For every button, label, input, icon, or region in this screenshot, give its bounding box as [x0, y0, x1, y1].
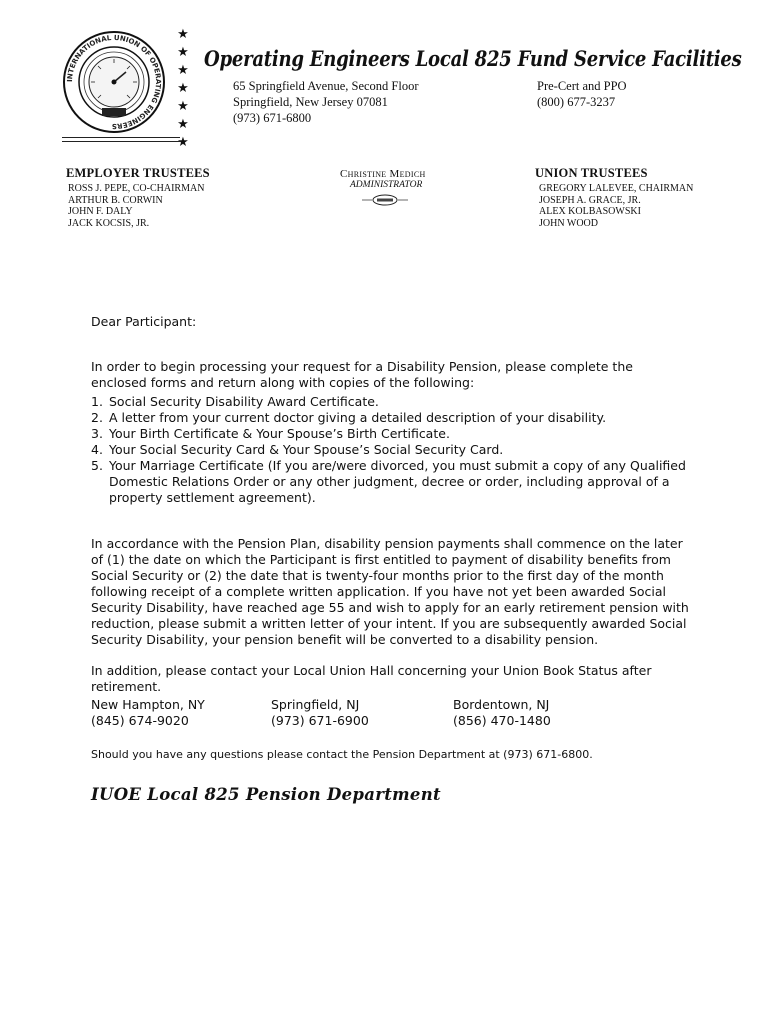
address-line: 65 Springfield Avenue, Second Floor	[233, 79, 419, 93]
administrator-name: Christine Medich	[340, 168, 426, 180]
employer-trustees-heading: EMPLOYER TRUSTEES	[66, 166, 210, 180]
trustee-name: ALEX KOLBASOWSKI	[539, 206, 641, 218]
location-item	[91, 697, 205, 729]
union-bug-logo	[362, 194, 408, 206]
trustee-name: ROSS J. PEPE, CO-CHAIRMAN	[68, 183, 205, 194]
questions-line: Should you have any questions please contact the Pension Department at (973) 671-6800.	[91, 748, 593, 761]
list-item	[91, 410, 691, 426]
list-number: 2.	[91, 410, 103, 425]
location-item	[453, 697, 551, 729]
signature: IUOE Local 825 Pension Department	[91, 785, 441, 804]
list-item	[91, 394, 691, 410]
trustee-name: JOHN WOOD	[539, 217, 598, 229]
address-line: Springfield, New Jersey 07081	[233, 95, 388, 109]
administrator-block	[340, 168, 426, 190]
location-phone: (845) 674-9020	[91, 713, 189, 728]
list-number: 5.	[91, 458, 103, 473]
location-city: Bordentown, NJ	[453, 697, 550, 712]
union-trustees	[535, 166, 693, 229]
star-icon: ★	[177, 63, 189, 78]
star-icon: ★	[177, 135, 189, 150]
precert-contact	[537, 78, 627, 110]
precert-label: Pre-Cert and PPO	[537, 79, 627, 93]
divider	[62, 141, 180, 142]
letterhead-address	[233, 78, 419, 126]
trustee-name: JACK KOCSIS, JR.	[68, 217, 150, 229]
list-text: Your Social Security Card & Your Spouse’s Social Security Card.	[109, 442, 504, 457]
trustee-name: JOSEPH A. GRACE, JR.	[539, 194, 641, 206]
trustee-name: GREGORY LALEVEE, CHAIRMAN	[539, 183, 694, 194]
list-item	[91, 458, 691, 506]
employer-trustees	[66, 166, 210, 229]
trustee-name: ARTHUR B. CORWIN	[68, 194, 163, 206]
list-text: Social Security Disability Award Certificate.	[109, 394, 379, 409]
union-paragraph: In addition, please contact your Local Union Hall concerning your Union Book Status after retirement.	[91, 662, 652, 694]
divider	[62, 137, 180, 138]
list-text: Your Birth Certificate & Your Spouse’s Birth Certificate.	[109, 426, 450, 441]
location-city: New Hampton, NY	[91, 697, 205, 712]
union-hall-locations	[91, 697, 691, 731]
location-phone: (856) 470-1480	[453, 713, 551, 728]
star-icon: ★	[177, 117, 189, 132]
pension-paragraph: In accordance with the Pension Plan, disability pension payments shall commence on the later of (1) the date on which the Participant is first entitled to payment of disability benefits from Social Security or (2) the date that is twenty-four months prior to the first day of the month following receipt of a complete written application. If you have not yet been awarded Social Security Disability, have reached age 55 and wish to apply for an early retirement pension with reduction, please submit a written letter of your intent. If you are subsequently awarded Social Security Disability, your pension benefit will be converted to a disability pension.	[91, 535, 689, 647]
list-number: 4.	[91, 442, 103, 457]
letter-greeting: Dear Participant:	[91, 314, 197, 329]
administrator-role: ADMINISTRATOR	[350, 180, 423, 190]
list-item	[91, 426, 691, 442]
star-column	[176, 26, 190, 152]
list-item	[91, 442, 691, 458]
letter-intro: In order to begin processing your request for a Disability Pension, please complete the enclosed forms and return along with copies of the following:	[91, 358, 633, 390]
list-number: 1.	[91, 394, 103, 409]
star-icon: ★	[177, 81, 189, 96]
location-phone: (973) 671-6900	[271, 713, 369, 728]
star-icon: ★	[177, 99, 189, 114]
seal-text: INTERNATIONAL UNION OF OPERATING ENGINEERS	[65, 33, 163, 131]
union-seal-logo	[62, 30, 166, 134]
address-phone: (973) 671-6800	[233, 111, 312, 125]
star-icon: ★	[177, 27, 189, 42]
list-number: 3.	[91, 426, 103, 441]
location-city: Springfield, NJ	[271, 697, 360, 712]
letterhead-title: Operating Engineers Local 825 Fund Service Facilities	[204, 46, 742, 71]
list-text: A letter from your current doctor giving a detailed description of your disability.	[109, 410, 607, 425]
star-icon: ★	[177, 45, 189, 60]
location-item	[271, 697, 369, 729]
list-text: Your Marriage Certificate (If you are/were divorced, you must submit a copy of any Qualified Domestic Relations Order or any other judgment, decree or order, including approval of a property settlement agreement).	[109, 458, 686, 505]
requirements-list	[91, 394, 691, 506]
union-trustees-heading: UNION TRUSTEES	[535, 166, 648, 180]
trustee-name: JOHN F. DALY	[68, 206, 133, 218]
precert-phone: (800) 677-3237	[537, 95, 616, 109]
